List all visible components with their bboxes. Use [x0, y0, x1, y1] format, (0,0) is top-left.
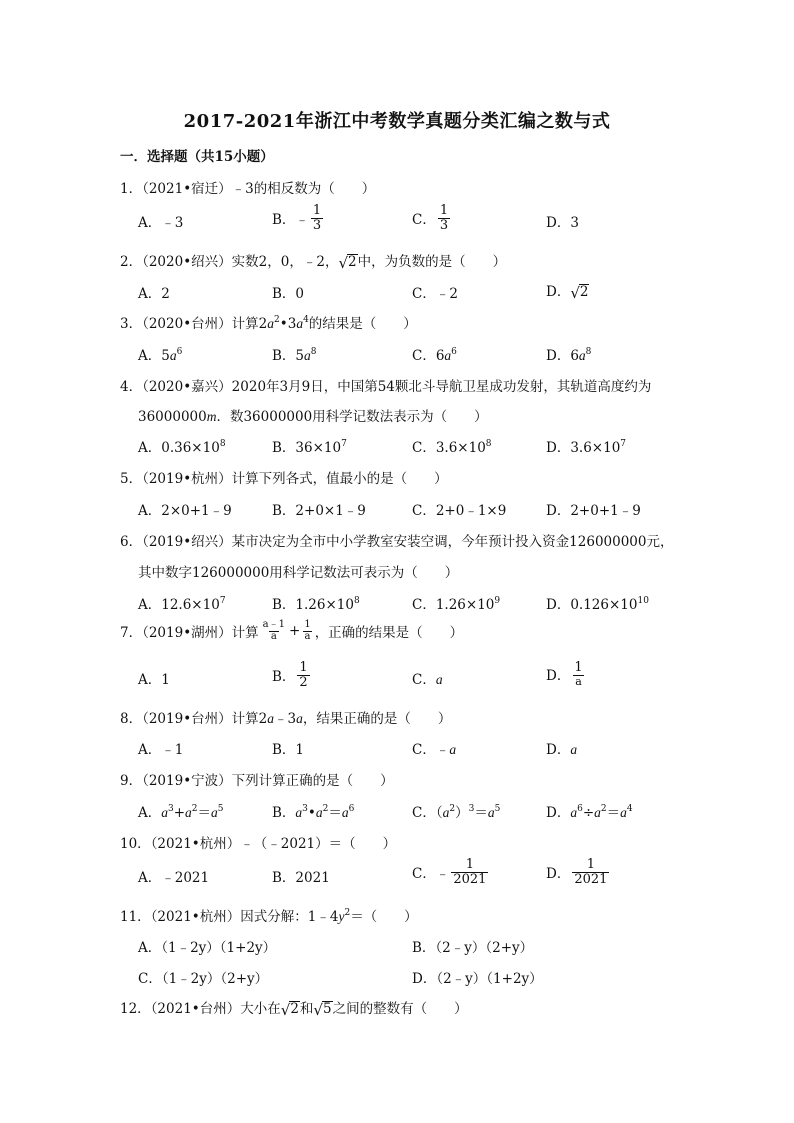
q1-option-c: C． $\frac{1}{3}$	[412, 203, 449, 233]
q9-option-b: B．$a^3•a^2=a^6$	[272, 804, 355, 821]
q6-option-a: A．$12.6\times 10^7$	[138, 596, 226, 613]
question-6-stem-line2: 其中数字126000000用科学记数法可表示为（ ）	[138, 565, 459, 581]
question-9-stem: 9．（2019•宁波）下列计算正确的是（ ）	[120, 773, 394, 789]
question-text: ﹣3的相反数为（ ）	[231, 181, 376, 197]
q10-option-a: A．﹣2021	[138, 870, 210, 886]
q4-option-b: B．$36\times 10^7$	[272, 439, 347, 456]
q9-option-c: C．$(a^2)^3=a^5$	[412, 804, 501, 821]
q6-option-d: D．$0.126\times 10^{10}$	[546, 596, 649, 613]
q1-option-d: D．3	[546, 215, 579, 231]
question-3-stem: 3．（2020•台州）计算$2a^2•3a^4$的结果是（ ）	[120, 315, 417, 332]
q3-option-b: B．$5a^8$	[272, 347, 317, 364]
question-source: （2021•宿迁）	[142, 181, 232, 197]
q8-option-d: D．a	[546, 742, 578, 758]
question-5-stem: 5．（2019•杭州）计算下列各式，值最小的是（ ）	[120, 471, 448, 487]
question-4-stem-line2: 36000000m．数36000000用科学记数法表示为（ ）	[138, 409, 488, 425]
q10-option-d: D． $\frac{1}{2021}$	[546, 857, 608, 887]
q6-option-b: B．$1.26\times 10^8$	[272, 596, 360, 613]
question-7-stem: 7．（2019•湖州）计算 $\frac{a﹣1}{a}$ + $\frac{1}{a}$ ，正确的结果是（ ）	[120, 619, 464, 642]
question-6-stem: 6．（2019•绍兴）某市决定为全市中小学教室安装空调，今年预计投入资金126000000元，	[120, 534, 674, 550]
q2-option-d: D． √ 2	[546, 283, 589, 302]
q8-option-b: B．1	[272, 742, 305, 758]
q7-option-d: D． $\frac{1}{a}$	[546, 660, 583, 688]
q1-option-b: B．﹣ $\frac{1}{3}$	[272, 203, 322, 233]
q8-option-c: C．﹣a	[412, 742, 457, 758]
q3-option-c: C．$6a^6$	[412, 347, 457, 364]
question-8-stem: 8．（2019•台州）计算2a﹣3a，结果正确的是（ ）	[120, 711, 452, 727]
q5-option-b: B．2+0×1﹣9	[272, 503, 366, 519]
q4-option-d: D．$3.6\times 10^7$	[546, 439, 627, 456]
q11-option-c: C．（1﹣2y）（2+y）	[138, 971, 269, 987]
q7-option-a: A．1	[138, 672, 170, 688]
question-4-stem: 4．（2020•嘉兴）2020年3月9日，中国第54颗北斗导航卫星成功发射，其轨道高度约为	[120, 379, 652, 395]
q3-option-a: A．$5a^6$	[138, 347, 183, 364]
q6-option-c: C．$1.26\times 10^9$	[412, 596, 501, 613]
q7-option-c: C．a	[412, 672, 443, 688]
q9-option-a: A．$a^3+a^2=a^5$	[138, 804, 224, 821]
question-11-stem: 11．（2021•杭州）因式分解：$1﹣4y^2=$（ ）	[120, 908, 418, 925]
question-2-stem: 2．（2020•绍兴）实数2，0，﹣2， √ 2 中，为负数的是（ ）	[120, 253, 507, 272]
q10-option-c: C．﹣ $\frac{1}{2021}$	[412, 857, 487, 887]
q11-option-b: B．（2﹣y）（2+y）	[412, 940, 534, 956]
q2-option-c: C．﹣2	[412, 286, 458, 302]
q11-option-a: A．（1﹣2y）（1+2y）	[138, 940, 277, 956]
question-number: 1．	[120, 181, 143, 197]
q1-option-a: A．﹣3	[138, 215, 184, 231]
section-heading: 一．选择题（共15小题）	[120, 149, 274, 165]
document-title: 2017-2021年浙江中考数学真题分类汇编之数与式	[183, 111, 611, 132]
q11-option-d: D．（2﹣y）（1+2y）	[412, 971, 543, 987]
q5-option-d: D．2+0+1﹣9	[546, 503, 641, 519]
q4-option-c: C．$3.6\times 10^8$	[412, 439, 492, 456]
q7-option-b: B． $\frac{1}{2}$	[272, 660, 308, 690]
q5-option-a: A．2×0+1﹣9	[138, 503, 232, 519]
q4-option-a: A．$0.36\times 10^8$	[138, 439, 226, 456]
q3-option-d: D．$6a^8$	[546, 347, 592, 364]
question-10-stem: 10．（2021•杭州）﹣（﹣2021）＝（ ）	[120, 836, 397, 852]
q10-option-b: B．2021	[272, 870, 330, 886]
q9-option-d: D．$a^6\div a^2=a^4$	[546, 804, 633, 821]
q2-option-a: A．2	[138, 286, 170, 302]
q5-option-c: C．2+0﹣1×9	[412, 503, 507, 519]
question-1-stem	[120, 177, 375, 197]
q2-option-b: B．0	[272, 286, 305, 302]
q8-option-a: A．﹣1	[138, 742, 184, 758]
question-12-stem: 12．（2021•台州）大小在 √ 2 和 √ 5 之间的整数有（ ）	[120, 1000, 468, 1019]
